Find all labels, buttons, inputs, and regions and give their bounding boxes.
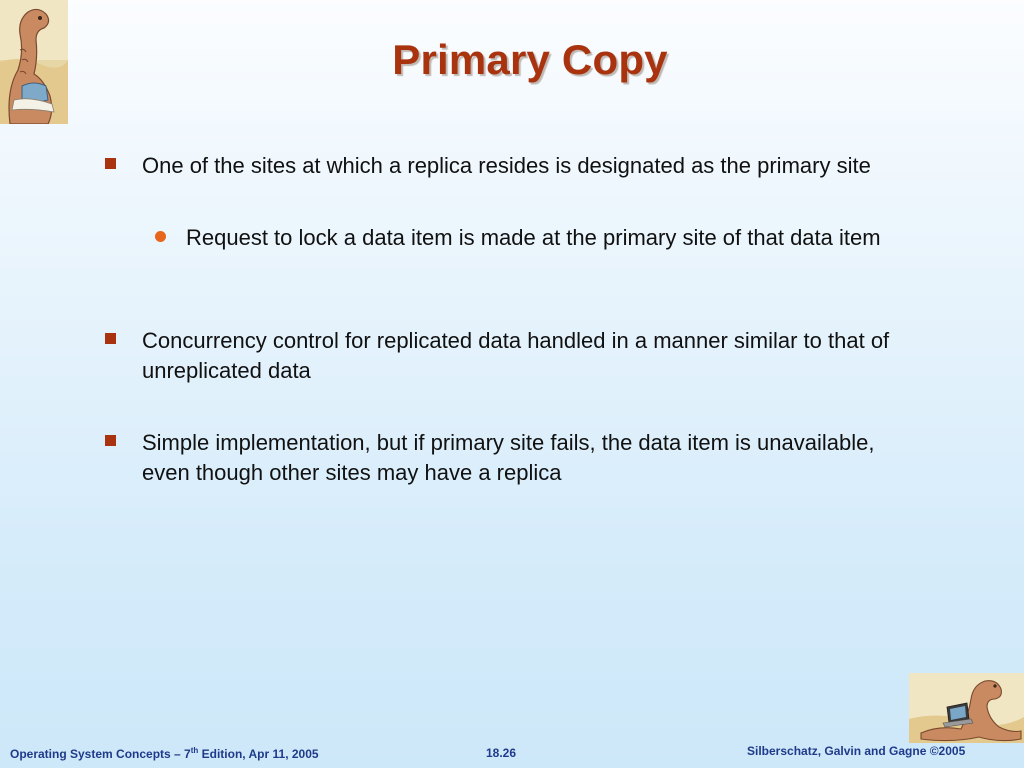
bullet-item [142, 151, 882, 181]
bullet-item [142, 326, 912, 386]
square-bullet-icon [105, 158, 116, 169]
square-bullet-icon [105, 333, 116, 344]
footer-left [10, 746, 319, 761]
bullet-text: Concurrency control for replicated data handled in a manner similar to that of unreplicated data [142, 328, 890, 383]
footer-slide-number: 18.26 [486, 746, 517, 760]
footer-edition-date: Edition, Apr 11, 2005 [198, 747, 319, 761]
slide-title: Primary Copy [392, 36, 668, 83]
dot-bullet-icon [155, 231, 166, 242]
bullet-text: Request to lock a data item is made at the primary site of that data item [186, 225, 881, 250]
square-bullet-icon [105, 435, 116, 446]
bullet-item [142, 428, 882, 488]
footer-course: Operating System Concepts – 7 [10, 747, 191, 761]
footer-copyright: Silberschatz, Galvin and Gagne ©2005 [747, 744, 966, 758]
sub-bullet-item [186, 223, 886, 253]
bullet-text: Simple implementation, but if primary site fails, the data item is unavailable, even though other sites may have a replica [142, 430, 875, 485]
footer-superscript: th [190, 746, 199, 755]
bullet-text: One of the sites at which a replica resides is designated as the primary site [142, 153, 871, 178]
dinosaur-laptop-icon [909, 673, 1024, 743]
